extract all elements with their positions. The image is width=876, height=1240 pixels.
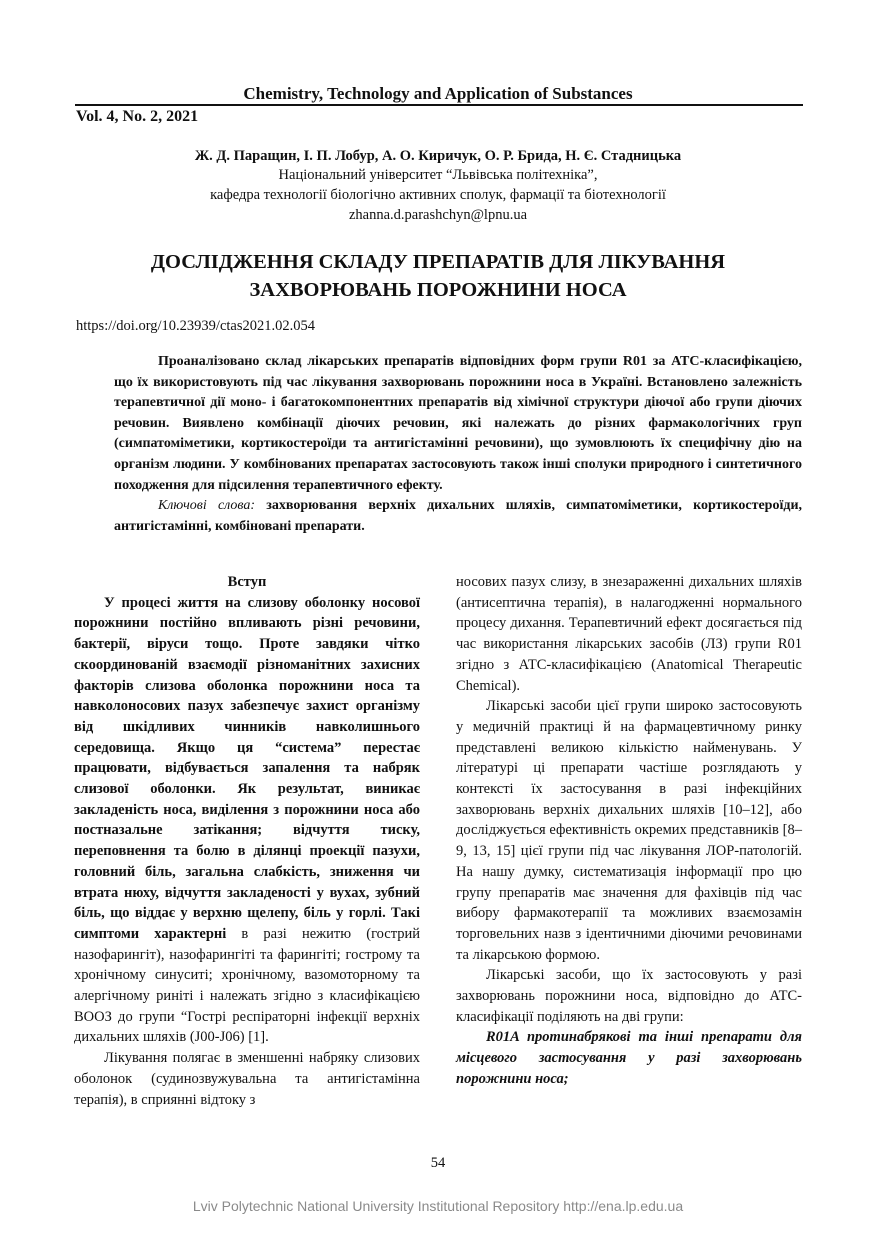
intro-paragraph-4: Лікарські засоби, що їх застосовують у разі захворювань порожнини носа, відповідно до АТС-класифікації поділяють на дві групи: bbox=[456, 967, 802, 1025]
volume-issue: Vol. 4, No. 2, 2021 bbox=[76, 108, 199, 125]
keywords bbox=[114, 496, 802, 537]
intro-p1-bold: У процесі життя на слизову оболонку носової порожнини постійно впливають різні речовини, бактерії, віруси тощо. Проте завдяки чітко скоординованій взаємодії різноманітних захисних факторів слизова оболонка порожнини носа та навколоносових пазух забезпечує захист організму від шкідливих чинників навколишнього середовища. Якщо ця “система” перестає працювати, відбувається запалення та набряк слизової оболонки. Як результат, виникає закладеність носа, виділення з порожнини носа або постназальне затікання; відчуття тиску, переповнення та болю в ділянці проекції пазухи, головний біль, загальна слабкість, зниження чи втрата нюху, відчуття закладеності у вухах, зубний біль, що віддає у верхню щелепу, біль у горлі. Такі симптоми характерні bbox=[74, 594, 420, 942]
keywords-label: Ключові слова: bbox=[158, 498, 256, 514]
left-column bbox=[74, 572, 420, 1110]
authors: Ж. Д. Паращин, І. П. Лобур, А. О. Киричук, О. Р. Брида, Н. Є. Стадницька bbox=[194, 148, 682, 164]
repository-footer: Lviv Polytechnic National University Institutional Repository http://ena.lp.edu.ua bbox=[192, 1198, 684, 1214]
intro-paragraph-1 bbox=[74, 593, 420, 1048]
page-number: 54 bbox=[430, 1155, 446, 1171]
title-line-2: ЗАХВОРЮВАНЬ ПОРОЖНИНИ НОСА bbox=[249, 279, 627, 301]
title-line-1: ДОСЛІДЖЕННЯ СКЛАДУ ПРЕПАРАТІВ ДЛЯ ЛІКУВАННЯ bbox=[150, 251, 726, 273]
right-column bbox=[456, 572, 802, 1090]
paper-title bbox=[0, 248, 876, 304]
section-heading-intro: Вступ bbox=[227, 574, 267, 590]
abstract-text: Проаналізовано склад лікарських препаратів відповідних форм групи R01 за АТС-класифікацією, що їх використовують під час лікування захворювань порожнини носа в Україні. Встановлено залежність терапевтичної дії моно- і багатокомпонентних препаратів від хімічної структури діючої або групи діючих речовин. Виявлено комбінації діючих речовин, які належать до різних фармакологічних груп (симпатоміметики, кортикостероїди та антигістамінні речовини), що зумовлюють їх специфічну дію на організм людини. У комбінованих препаратах застосовують також інші сполуки природного і синтетичного походження для підсилення терапевтичного ефекту. bbox=[114, 354, 802, 493]
keywords-text: захворювання верхніх дихальних шляхів, симпатоміметики, кортикостероїди, антигістамінні, комбіновані препарати. bbox=[114, 498, 803, 534]
journal-title: Chemistry, Technology and Application of Substances bbox=[243, 84, 633, 103]
abstract bbox=[114, 352, 802, 537]
affiliation-department: кафедра технології біологічно активних сполук, фармації та біотехнології bbox=[210, 187, 666, 203]
intro-paragraph-2-continued: носових пазух слизу, в знезараженні дихальних шляхів (антисептична терапія), в налагодженні нормального процесу дихання. Терапевтичний ефект досягається під час використання лікарських засобів (ЛЗ) групи R01 згідно з АТС-класифікацією (Anatomical Therapeutic Chemical). bbox=[456, 574, 802, 694]
intro-paragraph-5: R01A протинабрякові та інші препарати для місцевого застосування у разі захворювань порожнини носа; bbox=[456, 1029, 802, 1087]
doi-link[interactable]: https://doi.org/10.23939/ctas2021.02.054 bbox=[76, 318, 315, 334]
author-email[interactable]: zhanna.d.parashchyn@lpnu.ua bbox=[348, 207, 528, 223]
intro-p1-rest: в разі нежитю (гострий назофарингіт), назофарингіті та фарингіті; гострому та хронічному синуситі; хронічному, вазомоторному та алергічному риніті і належать згідно з класифікацією ВООЗ до групи “Гострі респіраторні інфекції верхніх дихальних шляхів (J00-J06) [1]. bbox=[74, 925, 420, 1046]
intro-paragraph-3: Лікарські засоби цієї групи широко застосовують у медичній практиці й на фармацевтичному ринку представлені великою кількістю найменувань. У літературі ці препарати частіше розглядають у контексті їх застосування в разі інфекційних захворювань верхніх дихальних шляхів [10–12], або досліджується ефективність окремих представників [8–9, 13, 15] цієї групи під час лікування ЛОР-патологій. На нашу думку, систематизація інформації про цю групу препаратів має значення для фахівців під час вибору фармакотерапії та можливих взаємозамін торговельних назв з ідентичними діючими речовинами та лікарською формою. bbox=[456, 698, 802, 963]
affiliation-university: Національний університет “Львівська політехніка”, bbox=[278, 167, 598, 183]
intro-paragraph-2: Лікування полягає в зменшенні набряку слизових оболонок (судинозвужувальна та антигістамінна терапія), в сприянні відтоку з bbox=[74, 1050, 420, 1108]
header-rule bbox=[75, 104, 803, 106]
